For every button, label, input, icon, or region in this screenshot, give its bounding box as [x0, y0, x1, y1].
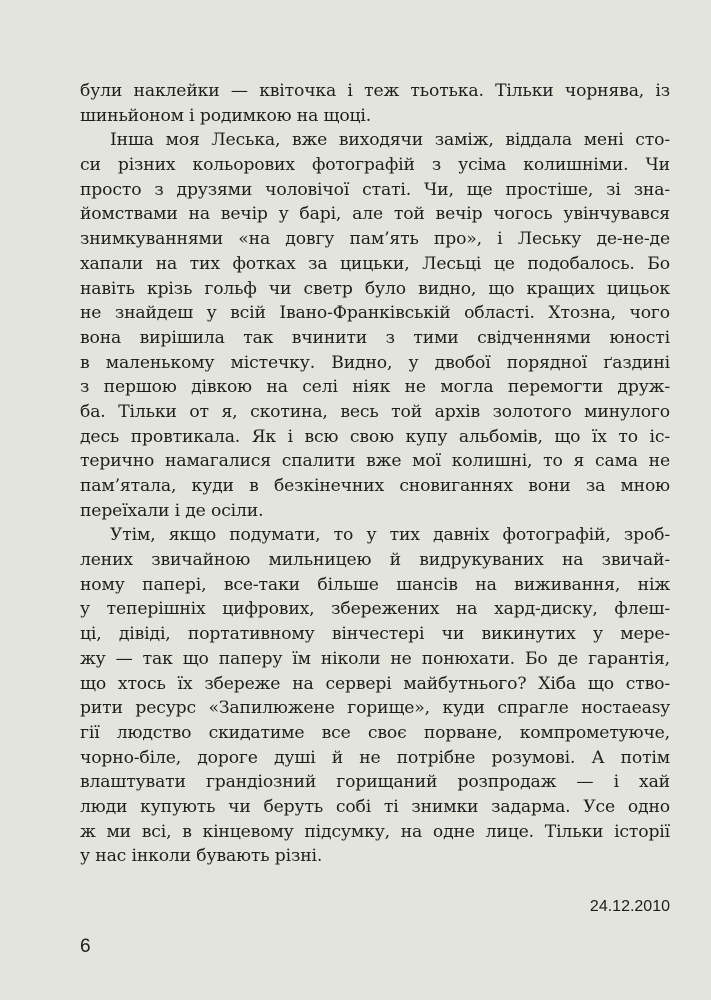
- text-line: знимкуваннями «на довгу пам’ять про», і Леську де-не-де: [80, 229, 670, 250]
- text-line: жу — так що паперу їм ніколи не понюхати. Бо де гарантія,: [80, 648, 670, 669]
- text-line: лених звичайною мильницею й видрукуваних на звичай-: [80, 550, 670, 571]
- text-line: переїхали і де осіли.: [80, 500, 264, 521]
- date-signature: 24.12.2010: [589, 898, 670, 915]
- text-line: йомствами на вечір у барі, але той вечір чогось увінчувався: [80, 204, 670, 225]
- paragraph: [80, 79, 670, 128]
- text-line: влаштувати грандіозний горищаний розпродаж — і хай: [80, 772, 670, 793]
- text-line: що хтось їх збереже на сервері майбутнього? Хіба що ство-: [80, 673, 670, 694]
- text-line: просто з друзями чоловічої статі. Чи, ще простіше, зі зна-: [80, 179, 670, 200]
- text-line: з першою дівкою на селі ніяк не могла перемогти друж-: [80, 377, 670, 398]
- paragraph: [80, 523, 670, 869]
- text-line: вона вирішила так вчинити з тими свідченнями юності: [80, 327, 670, 348]
- text-line: хапали на тих фотках за цицьки, Лесьці це подобалось. Бо: [80, 253, 670, 274]
- text-line: у нас інколи бувають різні.: [80, 846, 323, 867]
- text-line: ці, дівіді, портативному вінчестері чи викинутих у мере-: [80, 624, 670, 645]
- text-line: в маленькому містечку. Видно, у двобої порядної ґаздині: [80, 352, 670, 373]
- text-line: Утім, якщо подумати, то у тих давніх фотографій, зроб-: [110, 525, 670, 546]
- text-line: си різних кольорових фотографій з усіма колишніми. Чи: [80, 155, 670, 176]
- text-line: ба. Тільки от я, скотина, весь той архів золотого минулого: [80, 401, 670, 422]
- text-line: Інша моя Леська, вже виходячи заміж, віддала мені сто-: [110, 130, 670, 151]
- text-line: у теперішніх цифрових, збережених на хард-диску, флеш-: [80, 599, 670, 620]
- text-line: чорно-біле, дороге душі й не потрібне розумові. А потім: [80, 747, 670, 768]
- text-line: гії людство скидатиме все своє порване, компрометуюче,: [80, 722, 670, 743]
- body-text: [80, 79, 670, 869]
- text-line: рити ресурс «Запилюжене горище», куди спрагле ностаeasy: [80, 698, 670, 719]
- text-line: не знайдеш у всій Івано-Франківській області. Хтозна, чого: [80, 303, 670, 324]
- text-line: пам’ятала, куди в безкінечних сновиганнях вони за мною: [80, 476, 670, 496]
- text-line: десь провтикала. Як і всю свою купу альбомів, що їх то іс-: [80, 426, 670, 447]
- text-line: шиньйоном і родимкою на щоці.: [80, 105, 372, 126]
- page-number: 6: [80, 936, 91, 957]
- text-line: були наклейки — квіточка і теж тьотька. Тільки чорнява, із: [80, 81, 670, 101]
- paragraph: [80, 128, 670, 523]
- text-line: люди купують чи беруть собі ті знимки задарма. Усе одно: [80, 796, 670, 817]
- text-line: навіть крізь гольф чи светр було видно, що кращих цицьок: [80, 278, 670, 299]
- text-line: терично намагалися спалити вже мої колишні, то я сама не: [80, 451, 670, 472]
- text-line: ному папері, все-таки більше шансів на виживання, ніж: [80, 574, 670, 595]
- text-line: ж ми всі, в кінцевому підсумку, на одне лице. Тільки історії: [80, 821, 670, 842]
